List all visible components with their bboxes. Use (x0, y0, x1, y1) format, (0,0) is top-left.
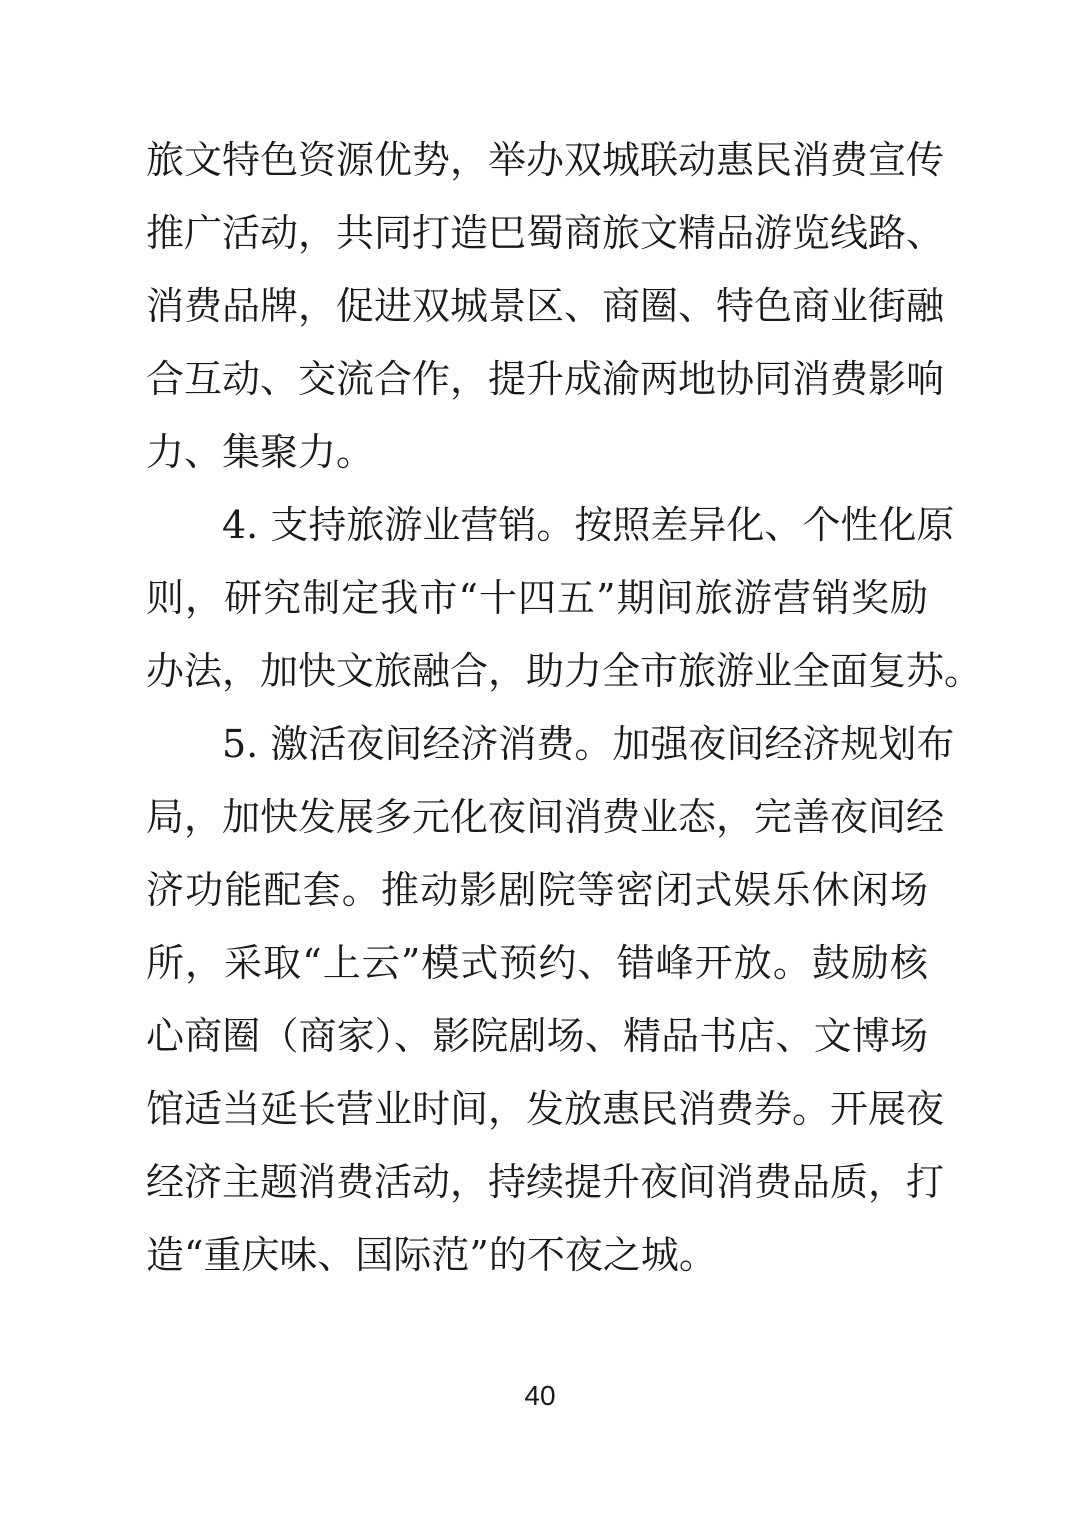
paragraph-item-5 (146, 708, 955, 1292)
text-line: 造“重庆味、国际范”的不夜之城。 (146, 1233, 717, 1277)
text-line: 所，采取“上云”模式预约、错峰开放。鼓励核 (146, 941, 928, 985)
text-line: 合互动、交流合作，提升成渝两地协同消费影响 (146, 357, 945, 401)
text-line: 经济主题消费活动，持续提升夜间消费品质，打 (146, 1160, 945, 1204)
paragraph-continuation (146, 124, 945, 489)
text-line: 局，加快发展多元化夜间消费业态，完善夜间经 (146, 795, 945, 839)
text-line: 5. 激活夜间经济消费。加强夜间经济规划布 (222, 722, 955, 766)
text-line: 旅文特色资源优势，举办双城联动惠民消费宣传 (146, 138, 945, 182)
paragraph-item-4 (146, 489, 983, 708)
text-line: 心商圈（商家）、影院剧场、精品书店、文博场 (146, 1014, 928, 1058)
text-line: 办法，加快文旅融合，助力全市旅游业全面复苏。 (146, 649, 983, 693)
text-line: 推广活动，共同打造巴蜀商旅文精品游览线路、 (146, 211, 945, 255)
page-number: 40 (524, 1380, 556, 1411)
body-text (146, 124, 983, 1292)
text-line: 4. 支持旅游业营销。按照差异化、个性化原 (222, 503, 955, 547)
text-line: 馆适当延长营业时间，发放惠民消费券。开展夜 (146, 1087, 945, 1131)
text-line: 力、集聚力。 (146, 430, 375, 474)
text-line: 消费品牌，促进双城景区、商圈、特色商业街融 (146, 284, 945, 328)
text-line: 济功能配套。推动影剧院等密闭式娱乐休闲场 (146, 868, 928, 912)
text-line: 则，研究制定我市“十四五”期间旅游营销奖励 (146, 576, 928, 620)
